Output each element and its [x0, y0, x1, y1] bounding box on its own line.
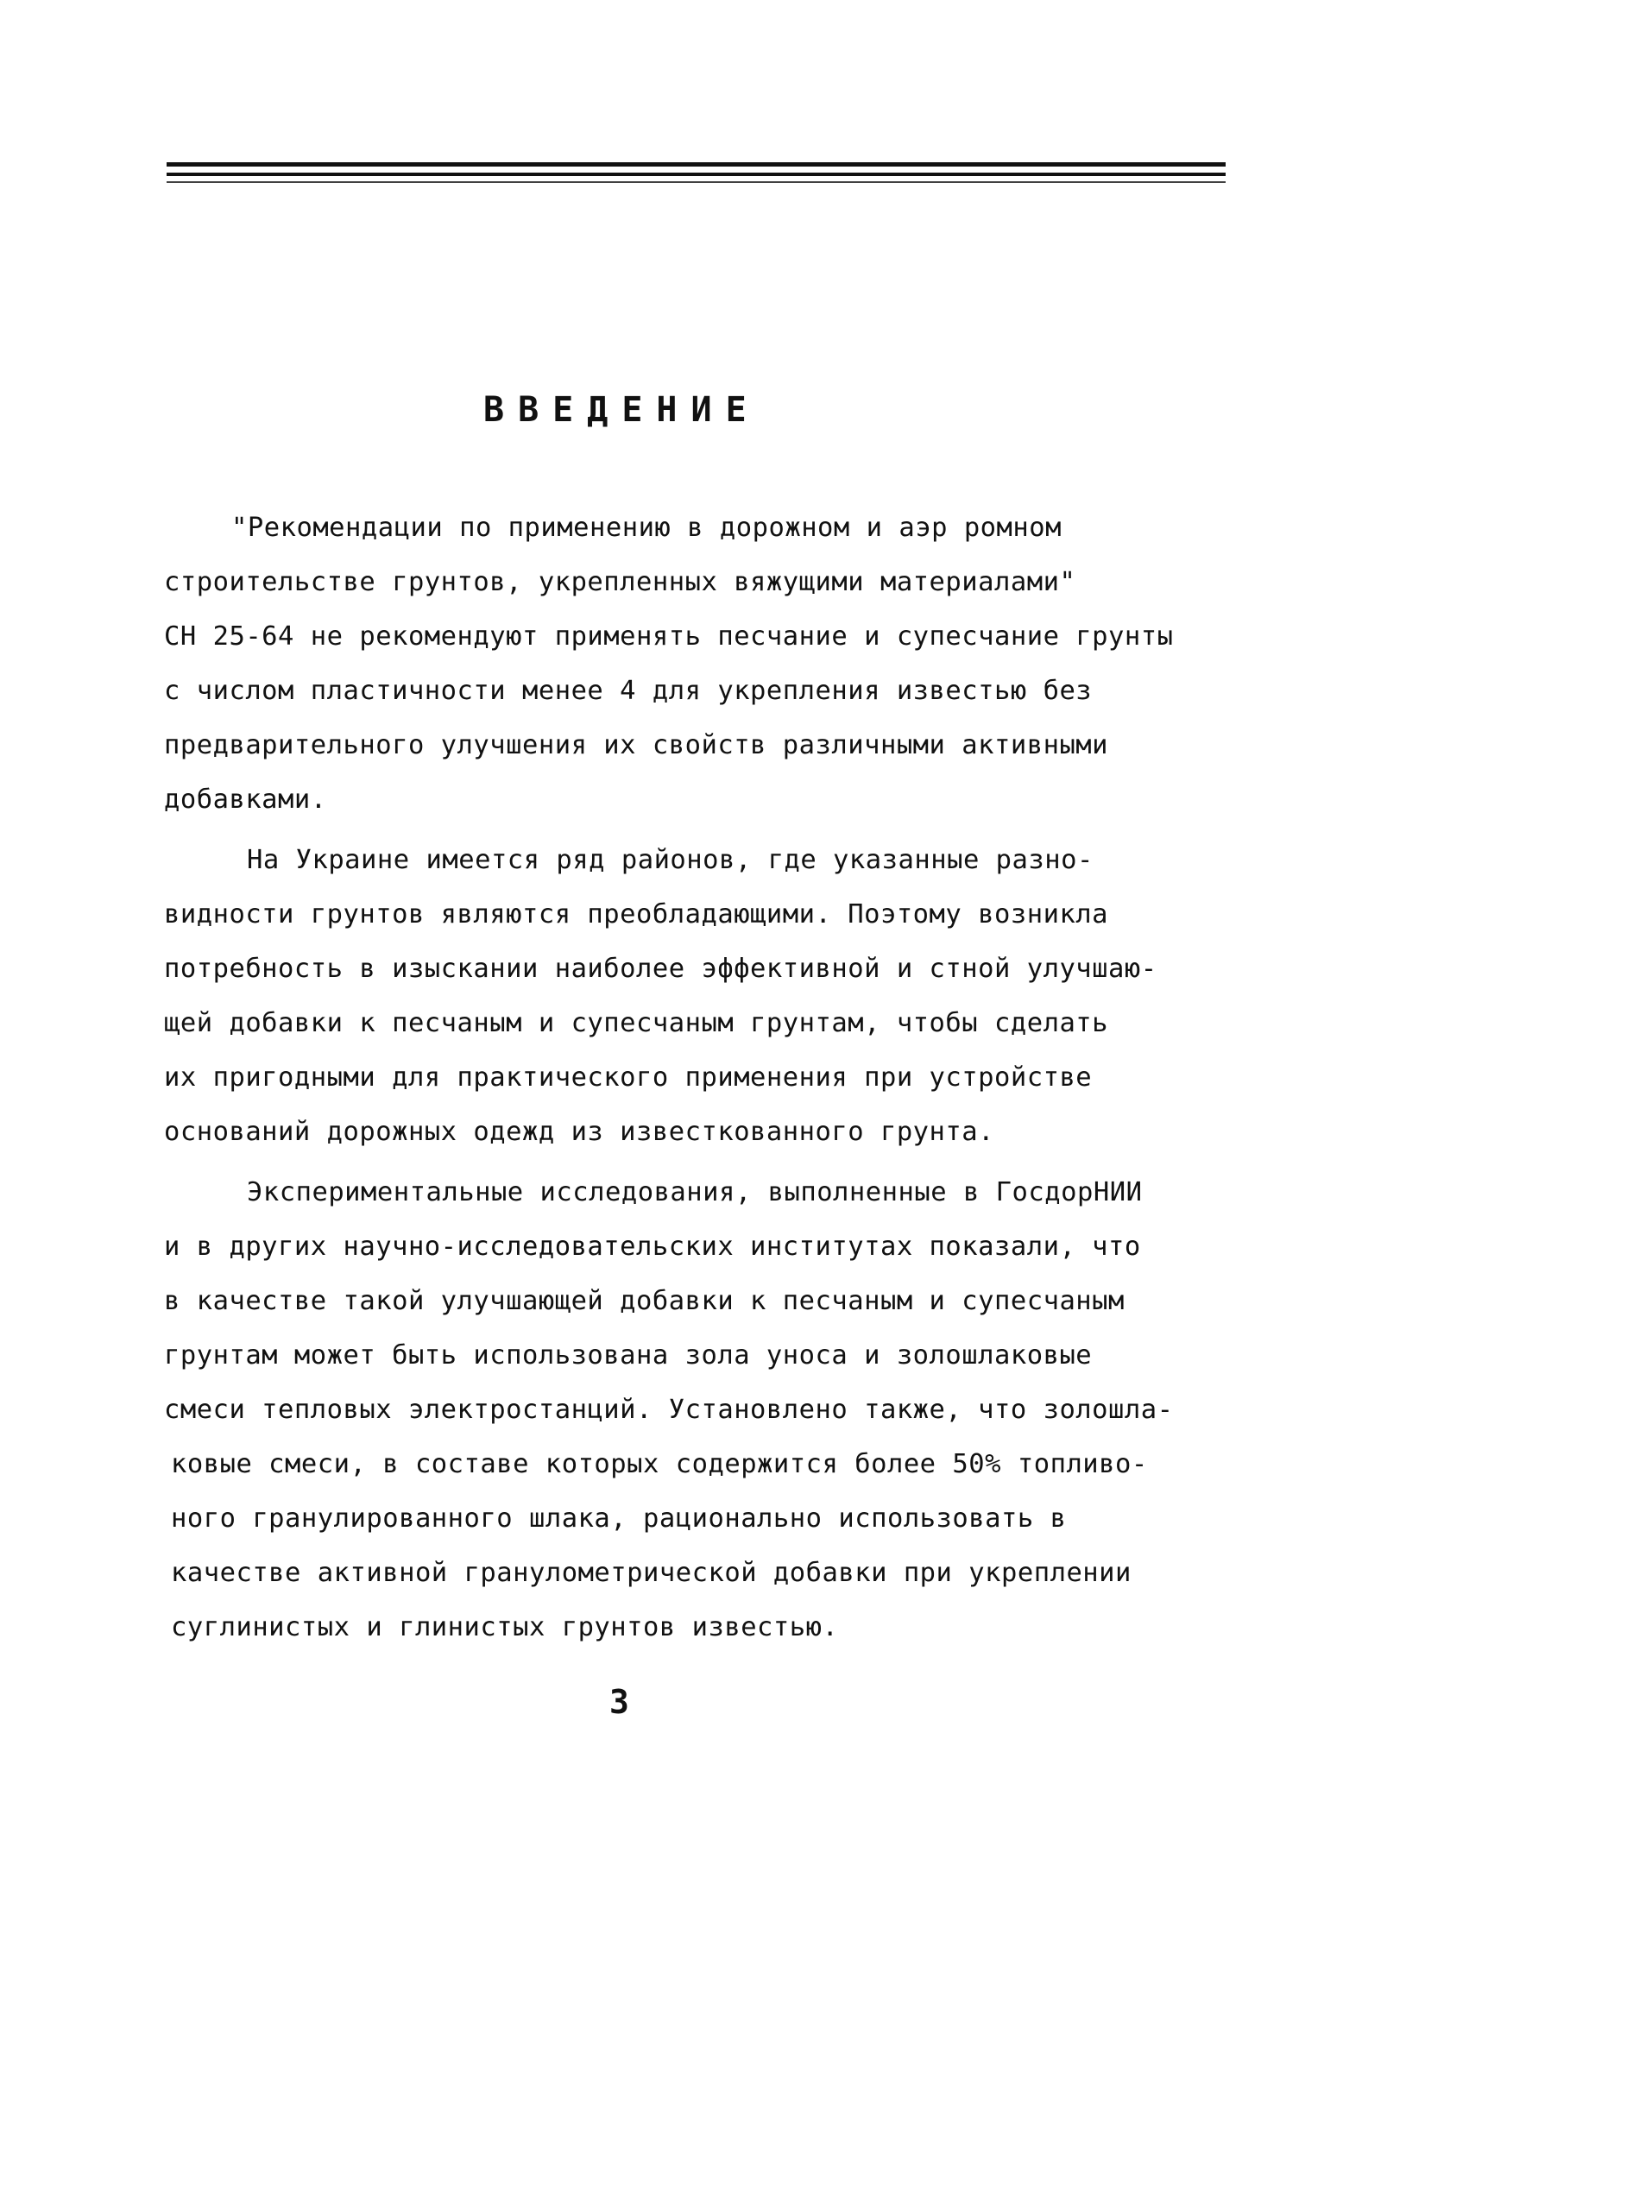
page-title: ВВЕДЕНИЕ: [483, 390, 760, 430]
text-line: добавками.: [164, 785, 327, 815]
text-line: потребность в изыскании наиболее эффективной и стной улучшаю-: [164, 954, 1157, 984]
paragraph-3: [164, 1165, 1234, 1654]
header-rule: [167, 173, 1226, 176]
paragraph-1: [164, 501, 1234, 827]
text-line: "Рекомендации по применению в дорожном и аэр ромном: [231, 513, 1062, 543]
text-line: СН 25-64 не рекомендуют применять песчание и супесчание грунты: [164, 621, 1174, 652]
text-line: их пригодными для практического применения при устройстве: [164, 1062, 1093, 1093]
text-line: предварительного улучшения их свойств различными активными: [164, 730, 1109, 760]
text-line: и в других научно-исследовательских институтах показали, что: [164, 1232, 1141, 1262]
body-text: [164, 501, 1234, 1654]
text-line: в качестве такой улучшающей добавки к песчаным и супесчаным: [164, 1286, 1125, 1316]
text-line: щей добавки к песчаным и супесчаным грунтам, чтобы сделать: [164, 1008, 1109, 1038]
text-line: видности грунтов являются преобладающими. Поэтому возникла: [164, 899, 1109, 930]
header-rule: [167, 181, 1226, 183]
paragraph-2: [164, 833, 1234, 1159]
text-line: ного гранулированного шлака, рационально использовать в: [171, 1503, 1067, 1534]
text-line: строительстве грунтов, укрепленных вяжущими материалами": [164, 567, 1076, 597]
text-line: Экспериментальные исследования, выполненные в ГосдорНИИ: [247, 1177, 1143, 1207]
text-line: грунтам может быть использована зола уноса и золошлаковые: [164, 1340, 1093, 1371]
text-line: оснований дорожных одежд из известкованного грунта.: [164, 1117, 994, 1147]
text-line: На Украине имеется ряд районов, где указанные разно-: [247, 845, 1094, 875]
text-line: с числом пластичности менее 4 для укрепления известью без: [164, 676, 1093, 706]
page-number: 3: [609, 1683, 629, 1721]
text-line: качестве активной гранулометрической добавки при укреплении: [171, 1558, 1132, 1588]
text-line: смеси тепловых электростанций. Установлено также, что золошла-: [164, 1395, 1174, 1425]
text-line: ковые смеси, в составе которых содержится более 50% топливо-: [171, 1449, 1148, 1479]
text-line: суглинистых и глинистых грунтов известью.: [171, 1612, 839, 1642]
header-rule: [167, 162, 1226, 167]
